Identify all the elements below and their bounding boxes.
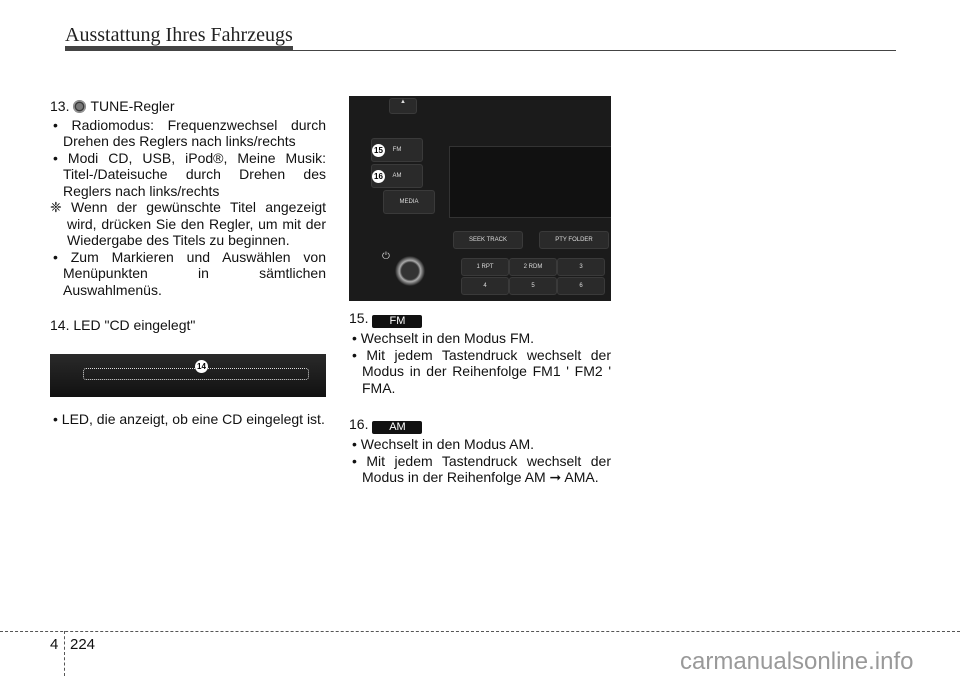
left-column bbox=[50, 98, 326, 427]
bullet: • Radiomodus: Frequenzwechsel durch Drehen des Reglers nach links/rechts bbox=[53, 116, 326, 149]
preset-4: 4 bbox=[461, 277, 509, 295]
chapter-number: 4 bbox=[50, 636, 59, 653]
bullet: • LED, die anzeigt, ob eine CD eingelegt ist. bbox=[53, 410, 325, 427]
header-rule bbox=[293, 50, 896, 51]
media-button: MEDIA bbox=[383, 190, 435, 214]
display-screen bbox=[449, 146, 611, 218]
preset-3: 3 bbox=[557, 258, 605, 276]
item-16-heading bbox=[349, 416, 611, 434]
fm-button: FM bbox=[371, 138, 423, 162]
item-number: 13. bbox=[50, 98, 70, 114]
radio-panel-image bbox=[349, 96, 611, 301]
bullet: • Mit jedem Tastendruck wechselt der Modus in der Reihenfolge AM ➞ AMA. bbox=[352, 452, 611, 485]
bullet: • Mit jedem Tastendruck wechselt der Modus in der Reihenfolge FM1 ' FM2 ' FMA. bbox=[352, 346, 611, 396]
eject-icon: ▲ bbox=[389, 98, 417, 114]
bullet: • Zum Markieren und Auswählen von Menüpunkten in sämtlichen Auswahlmenüs. bbox=[53, 248, 326, 298]
volume-knob-icon bbox=[395, 256, 425, 286]
header-bar bbox=[65, 46, 293, 51]
item-15-heading bbox=[349, 310, 611, 328]
fm-badge: FM bbox=[372, 315, 422, 328]
preset-5: 5 bbox=[509, 277, 557, 295]
pty-folder-button: PTY FOLDER bbox=[539, 231, 609, 249]
bullet: • Wechselt in den Modus FM. bbox=[352, 330, 535, 346]
item-title: TUNE-Regler bbox=[90, 98, 175, 114]
am-button: AM bbox=[371, 164, 423, 188]
bullet: • Modi CD, USB, iPod®, Meine Musik: Titel-/Dateisuche durch Drehen des Reglers nach links/rechts bbox=[53, 149, 326, 199]
note: ❈ Wenn der gewünschte Titel angezeigt wird, drücken Sie den Regler, um mit der Wiedergabe des Titels zu beginnen. bbox=[50, 199, 326, 248]
item-number: 16. bbox=[349, 416, 369, 432]
item-14-heading: 14. LED "CD eingelegt" bbox=[50, 317, 196, 333]
right-column bbox=[349, 310, 611, 486]
preset-1: 1 RPT bbox=[461, 258, 509, 276]
seek-track-button: SEEK TRACK bbox=[453, 231, 523, 249]
watermark: carmanualsonline.info bbox=[680, 648, 914, 675]
footer-rule bbox=[0, 631, 960, 632]
callout-16: 16 bbox=[372, 170, 385, 183]
am-badge: AM bbox=[372, 421, 422, 434]
cd-led-image bbox=[50, 354, 326, 397]
callout-14: 14 bbox=[195, 360, 208, 373]
item-number: 15. bbox=[349, 310, 369, 326]
power-icon: ⏻ bbox=[382, 251, 390, 262]
preset-6: 6 bbox=[557, 277, 605, 295]
item-13-heading bbox=[50, 98, 326, 115]
callout-15: 15 bbox=[372, 144, 385, 157]
footer-divider bbox=[64, 631, 65, 676]
bullet: • Wechselt in den Modus AM. bbox=[352, 436, 535, 452]
page-header-title: Ausstattung Ihres Fahrzeugs bbox=[65, 24, 293, 46]
page-number: 224 bbox=[70, 636, 96, 653]
tune-knob-icon bbox=[73, 100, 86, 113]
preset-2: 2 RDM bbox=[509, 258, 557, 276]
